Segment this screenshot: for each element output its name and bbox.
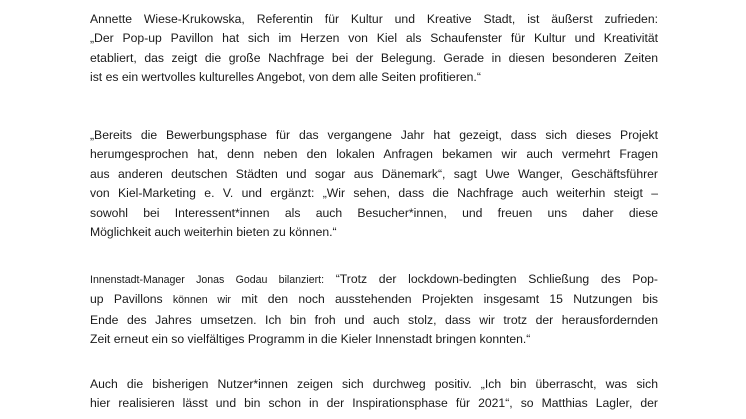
text-line [90,290,658,310]
text-line: aus anderen deutschen Städten und sogar aus Dänemark“, sagt Uwe Wanger, Geschäftsführer [90,166,658,181]
text-fragment: mit den noch ausstehenden Projekten insgesamt 15 Nutzungen bis [230,292,658,307]
text-line: Auch die bisherigen Nutzer*innen zeigen sich durchweg positiv. „Ich bin überrascht, was sich [90,377,658,391]
text-line: Möglichkeit auch weiterhin bieten zu können.“ [90,225,337,240]
text-line: herumgesprochen hat, denn neben den lokalen Anfragen bekamen wir auch vermehrt Fragen [90,147,658,162]
text-fragment-small: können wir [172,294,231,307]
paragraph-godau-quote [90,270,658,350]
text-line: sowohl bei Interessent*innen als auch Besucher*innen, und freuen uns daher diese [90,205,658,220]
text-line: „Der Pop-up Pavillon hat sich im Herzen von Kiel als Schaufenster für Kultur und Kreativität [90,31,658,46]
text-line: hier realisieren lässt und bin schon in der Inspirationsphase für 2021“, so Matthias Lagler, der [90,396,658,411]
text-line: Zeit erneut ein so vielfältiges Programm in die Kieler Innenstadt bringen konnten.“ [90,332,531,347]
text-line: Annette Wiese-Krukowska, Referentin für Kultur und Kreative Stadt, ist äußerst zufrieden: [90,12,658,26]
text-line: ist es ein wertvolles kulturelles Angebot, von dem alle Seiten profitieren.“ [90,70,481,85]
text-line [90,270,658,290]
paragraph-users-feedback [90,375,658,414]
paragraph-wiese-krukowska-quote [90,10,658,88]
paragraph-wanger-quote [90,126,658,242]
text-fragment: “Trotz der lockdown-bedingten Schließung des Pop- [324,272,658,286]
text-fragment: up Pavillons [90,292,173,307]
text-line: von Kiel-Marketing e. V. und ergänzt: „Wir sehen, dass die Nachfrage auch weiterhin steigt – [90,186,658,201]
text-line: etabliert, das zeigt die große Nachfrage bei der Belegung. Gerade in diesen besonderen Zeiten [90,50,658,65]
text-line: „Bereits die Bewerbungsphase für das vergangene Jahr hat gezeigt, dass sich dieses Projekt [90,128,658,142]
text-line: Ende des Jahres umsetzen. Ich bin froh und auch stolz, dass wir trotz der herausfordernden [90,312,658,327]
speaker-attribution: Innenstadt-Manager Jonas Godau bilanziert: [90,274,325,286]
